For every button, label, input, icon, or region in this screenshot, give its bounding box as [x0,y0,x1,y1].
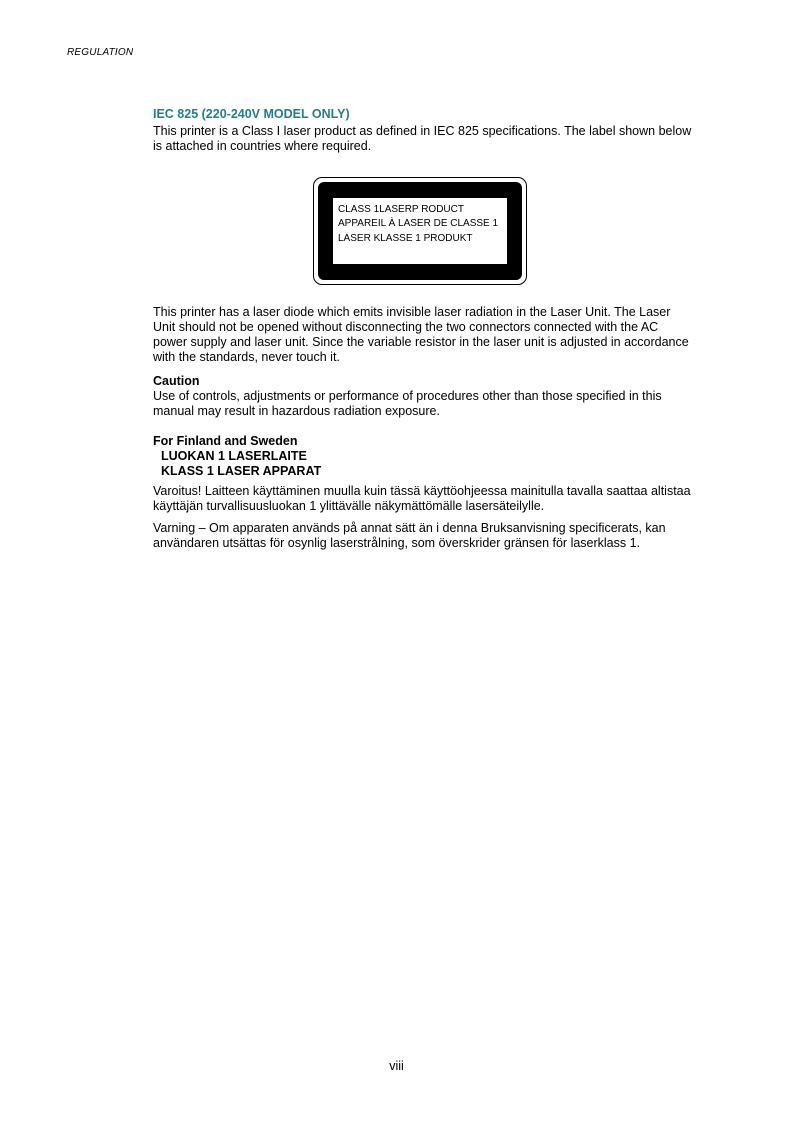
laser-diode-paragraph: This printer has a laser diode which emits invisible laser radiation in the Laser Unit. The Laser Unit should not be opened without disconnecting the two connectors connected with the AC power supply and laser unit. Since the variable resistor in the laser unit is adjusted in accordance with the standards, never touch it. [153,304,689,365]
section-title: IEC 825 (220-240V MODEL ONLY) [153,107,350,121]
finnish-class-label: LUOKAN 1 LASERLAITE [161,448,307,463]
page-content [153,107,693,552]
finnish-warning: Varoitus! Laitteen käyttäminen muulla kuin tässä käyttöohjeessa mainitulla tavalla saattaa altistaa käyttäjän turvallisuusluokan 1 ylittävälle näkymättömälle lasersäteilylle. [153,483,691,513]
caution-text: Use of controls, adjustments or performance of procedures other than those specified in this manual may result in hazardous radiation exposure. [153,389,662,419]
finland-sweden-heading: For Finland and Sweden [153,433,298,448]
label-line-french: APPAREIL À LASER DE CLASSE 1 [338,218,499,230]
label-line-english: CLASS 1LASERP RODUCT [338,203,464,215]
intro-paragraph: This printer is a Class I laser product as defined in IEC 825 specifications. The label shown below is attached in countries where required. [153,124,692,154]
finland-sweden-block [153,434,693,480]
page-number: viii [389,1059,404,1073]
swedish-warning: Varning – Om apparaten används på annat sätt än i denna Bruksanvisning specificerats, kan användaren utsättas för osynlig laserstrålning, som överskrider gränsen för laserklass 1. [153,521,666,551]
laser-label-frame [318,182,522,280]
laser-label-plate [333,198,507,264]
label-line-german: LASER KLASSE 1 PRODUKT [338,232,473,244]
laser-class-label [313,177,527,285]
running-header: REGULATION [67,47,134,58]
swedish-class-label: KLASS 1 LASER APPARAT [161,464,322,479]
caution-heading: Caution [153,373,200,388]
